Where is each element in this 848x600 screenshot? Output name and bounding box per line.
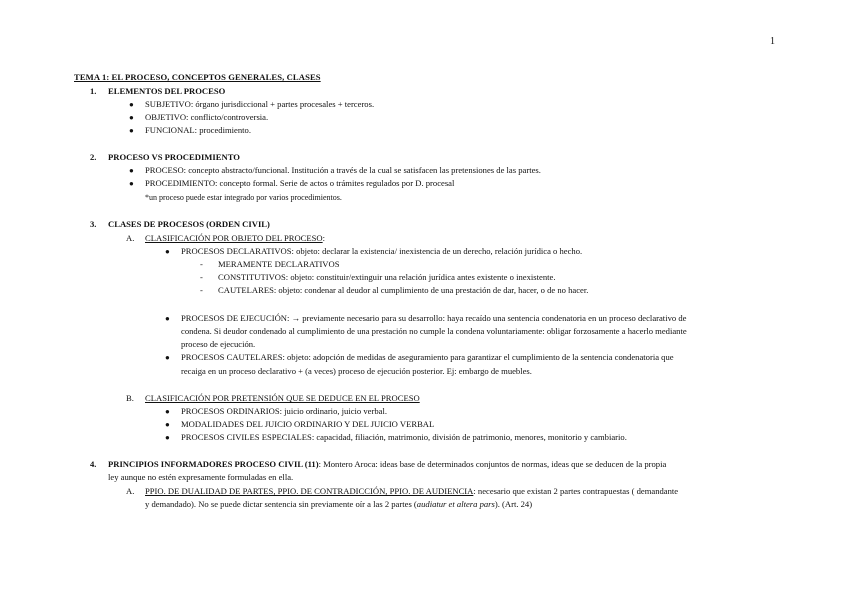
subsection-title: PPIO. DE DUALIDAD DE PARTES, PPIO. DE CONTRADICCIÓN, PPIO. DE AUDIENCIA: [145, 486, 474, 496]
subsection-title: CLASIFICACIÓN POR OBJETO DEL PROCESO: [145, 233, 323, 243]
footnote: *un proceso puede estar integrado por varios procedimientos.: [145, 193, 342, 202]
bullet-icon: ●: [165, 420, 170, 429]
page-number: 1: [770, 36, 775, 47]
bullet-icon: ●: [129, 179, 134, 188]
subsection-title: CLASIFICACIÓN POR PRETENSIÓN QUE SE DEDUCE EN EL PROCESO: [145, 393, 420, 403]
sub-list-item: - CAUTELARES: objeto: condenar al deudor al cumplimiento de una prestación de dar, hacer, o de no hacer.: [200, 285, 589, 295]
list-item: ● PROCEDIMIENTO: concepto formal. Serie de actos o trámites regulados por D. procesal: [129, 178, 455, 188]
section-number: 4.: [90, 459, 97, 469]
subsection-letter: A.: [126, 233, 135, 243]
document-title: TEMA 1: EL PROCESO, CONCEPTOS GENERALES, CLASES: [74, 72, 321, 82]
latin-phrase: audiatur et altera pars: [416, 499, 495, 509]
section-number: 1.: [90, 86, 97, 96]
list-item: ● PROCESOS CAUTELARES: objeto: adopción de medidas de aseguramiento para garantizar el cumplimiento de la sentencia condenatoria que: [165, 352, 674, 362]
section-3-heading: [90, 218, 270, 231]
section-2-heading: [90, 151, 240, 164]
subsection-a: A. PPIO. DE DUALIDAD DE PARTES, PPIO. DE CONTRADICCIÓN, PPIO. DE AUDIENCIA: necesario que existan 2 partes contrapuestas ( demandante: [126, 486, 679, 496]
list-item: ● MODALIDADES DEL JUICIO ORDINARIO Y DEL JUICIO VERBAL: [165, 419, 435, 429]
section-text-continuation: ley aunque no estén expresamente formuladas en ella.: [108, 472, 294, 482]
section-number: 2.: [90, 152, 97, 162]
subsection-letter: B.: [126, 393, 134, 403]
section-text: : Montero Aroca: ideas base de determinados conjuntos de normas, ideas que se deducen de la propia: [318, 459, 667, 469]
bullet-icon: ●: [129, 113, 134, 122]
list-item: ● PROCESOS DE EJECUCIÓN: → previamente necesario para su desarrollo: haya recaído una sentencia condenatoria en un proceso declarativo de: [165, 313, 687, 323]
section-title: ELEMENTOS DEL PROCESO: [108, 86, 226, 96]
sub-list-item: - CONSTITUTIVOS: objeto: constituir/extinguir una relación jurídica antes existente o inexistente.: [200, 272, 556, 282]
list-item: ● PROCESOS CIVILES ESPECIALES: capacidad, filiación, matrimonio, división de patrimonio, menores, monitorio y cambiario.: [165, 432, 627, 442]
bullet-icon: ●: [129, 126, 134, 135]
section-number: 3.: [90, 219, 97, 229]
bullet-icon: ●: [165, 247, 170, 256]
list-item: ● SUBJETIVO: órgano jurisdiccional + partes procesales + terceros.: [129, 99, 375, 109]
list-item: ● PROCESO: concepto abstracto/funcional. Institución a través de la cual se satisfacen las pretensiones de las partes.: [129, 165, 541, 175]
bullet-icon: ●: [129, 100, 134, 109]
list-item: ● FUNCIONAL: procedimiento.: [129, 125, 251, 135]
subsection-letter: A.: [126, 486, 135, 496]
section-title: PROCESO VS PROCEDIMIENTO: [108, 152, 240, 162]
section-title: PRINCIPIOS INFORMADORES PROCESO CIVIL (11): [108, 459, 319, 469]
list-item-continuation: condena. Si deudor condenado al cumplimiento de una prestación no cumple la condena voluntariamente: obligar forzosamente a hacerlo mediante: [181, 326, 687, 336]
list-item-continuation: recaiga en un proceso declarativo + (a veces) proceso de ejecución posterior. Ej: embargo de muebles.: [181, 366, 532, 376]
sub-list-item: - MERAMENTE DECLARATIVOS: [200, 259, 340, 269]
bullet-icon: ●: [165, 353, 170, 362]
list-item: ● OBJETIVO: conflicto/controversia.: [129, 112, 269, 122]
bullet-icon: ●: [165, 314, 170, 323]
subsection-text-continuation: y demandado). No se puede dictar sentencia sin previamente oír a las 2 partes (audiatur et altera pars). (Art. 24): [145, 499, 533, 509]
list-item: ● PROCESOS ORDINARIOS: juicio ordinario, juicio verbal.: [165, 406, 388, 416]
subsection-a: A. CLASIFICACIÓN POR OBJETO DEL PROCESO:: [126, 233, 326, 243]
section-title: CLASES DE PROCESOS (ORDEN CIVIL): [108, 219, 270, 229]
subsection-b: [126, 392, 420, 405]
list-item: ● PROCESOS DECLARATIVOS: objeto: declarar la existencia/ inexistencia de un derecho, relación jurídica o hecho.: [165, 246, 583, 256]
section-4-heading: [90, 458, 666, 471]
list-item-continuation: proceso de ejecución.: [181, 339, 256, 349]
section-1-heading: [90, 85, 225, 98]
bullet-icon: ●: [129, 166, 134, 175]
bullet-icon: ●: [165, 433, 170, 442]
bullet-icon: ●: [165, 407, 170, 416]
